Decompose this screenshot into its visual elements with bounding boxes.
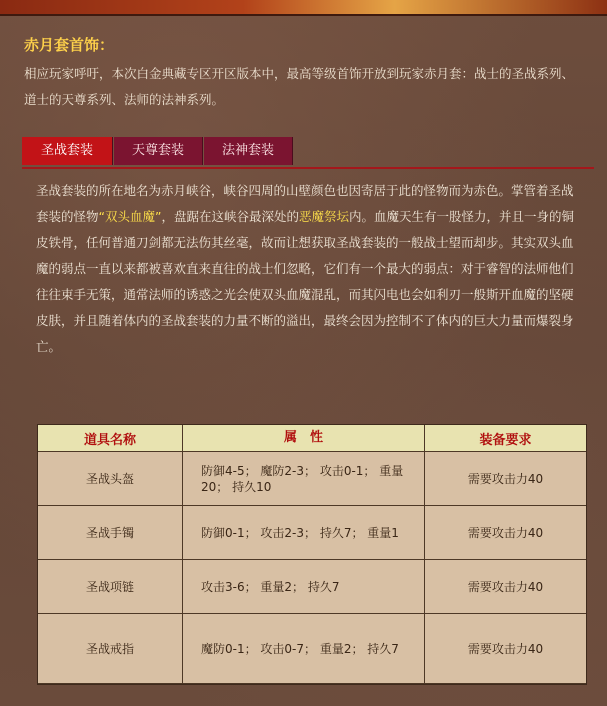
item-name: 圣战手镯	[38, 506, 183, 560]
monster-name-highlight: “双头血魔”	[98, 209, 162, 224]
table-row	[38, 452, 586, 506]
table-body	[38, 452, 586, 684]
tab-bar	[22, 137, 594, 169]
item-requirement: 需要攻击力40	[425, 506, 586, 560]
tab-shengzhan[interactable]: 圣战套装	[22, 137, 113, 165]
section-title: 赤月套首饰：	[24, 36, 115, 54]
desc-text-2: ，盘踞在这峡谷最深处的	[161, 209, 299, 224]
set-description	[36, 178, 582, 360]
desc-text-3: 内。血魔天生有一股怪力，并且一身的铜皮铁骨，任何普通刀剑都无法伤其丝毫，故而让想获取圣战套装的一般战士望而却步。其实双头血魔的弱点一直以来都被喜欢直来直往的战士们忽略，它们有一个最大的弱点：对于睿智的法师他们往往束手无策，通常法师的诱惑之光会使双头血魔混乱，而其闪电也会如利刃一般斯开血魔的坚硬皮肤，并且随着体内的圣战套装的力量不断的溢出，最终会因为控制不了体内的巨大力量而爆裂身亡。	[36, 209, 575, 354]
header-requirement: 装备要求	[425, 425, 586, 452]
intro-paragraph: 相应玩家呼吁，本次白金典藏专区开区版本中，最高等级首饰开放到玩家赤月套：战士的圣战系列、道士的天尊系列、法师的法神系列。	[24, 66, 575, 107]
intro-section	[24, 34, 584, 113]
item-requirement: 需要攻击力40	[425, 614, 586, 684]
item-requirement: 需要攻击力40	[425, 452, 586, 506]
table-row	[38, 560, 586, 614]
desc-text-1: 圣战套装的所在地名为赤月峡谷，峡谷四周的山壁颜色也因寄居于此的怪物而为赤色。掌管着圣战套装的怪物	[36, 183, 574, 224]
tab-tianzun[interactable]: 天尊套装	[114, 137, 203, 165]
item-attributes: 防御0-1； 攻击2-3； 持久7； 重量1	[183, 506, 425, 560]
table-header-row	[38, 425, 586, 452]
item-name: 圣战头盔	[38, 452, 183, 506]
header-item-name: 道具名称	[38, 425, 183, 452]
tab-fashen[interactable]: 法神套装	[204, 137, 293, 165]
item-requirement: 需要攻击力40	[425, 560, 586, 614]
top-banner-strip	[0, 0, 607, 16]
item-attributes: 防御4-5； 魔防2-3； 攻击0-1； 重量20； 持久10	[183, 452, 425, 506]
item-attributes: 魔防0-1； 攻击0-7； 重量2； 持久7	[183, 614, 425, 684]
item-attributes: 攻击3-6； 重量2； 持久7	[183, 560, 425, 614]
table-row	[38, 506, 586, 560]
table-row	[38, 614, 586, 684]
item-name: 圣战项链	[38, 560, 183, 614]
equipment-table	[37, 424, 587, 685]
header-attributes: 属 性	[183, 425, 425, 452]
altar-name-highlight: 恶魔祭坛	[298, 209, 349, 224]
item-name: 圣战戒指	[38, 614, 183, 684]
